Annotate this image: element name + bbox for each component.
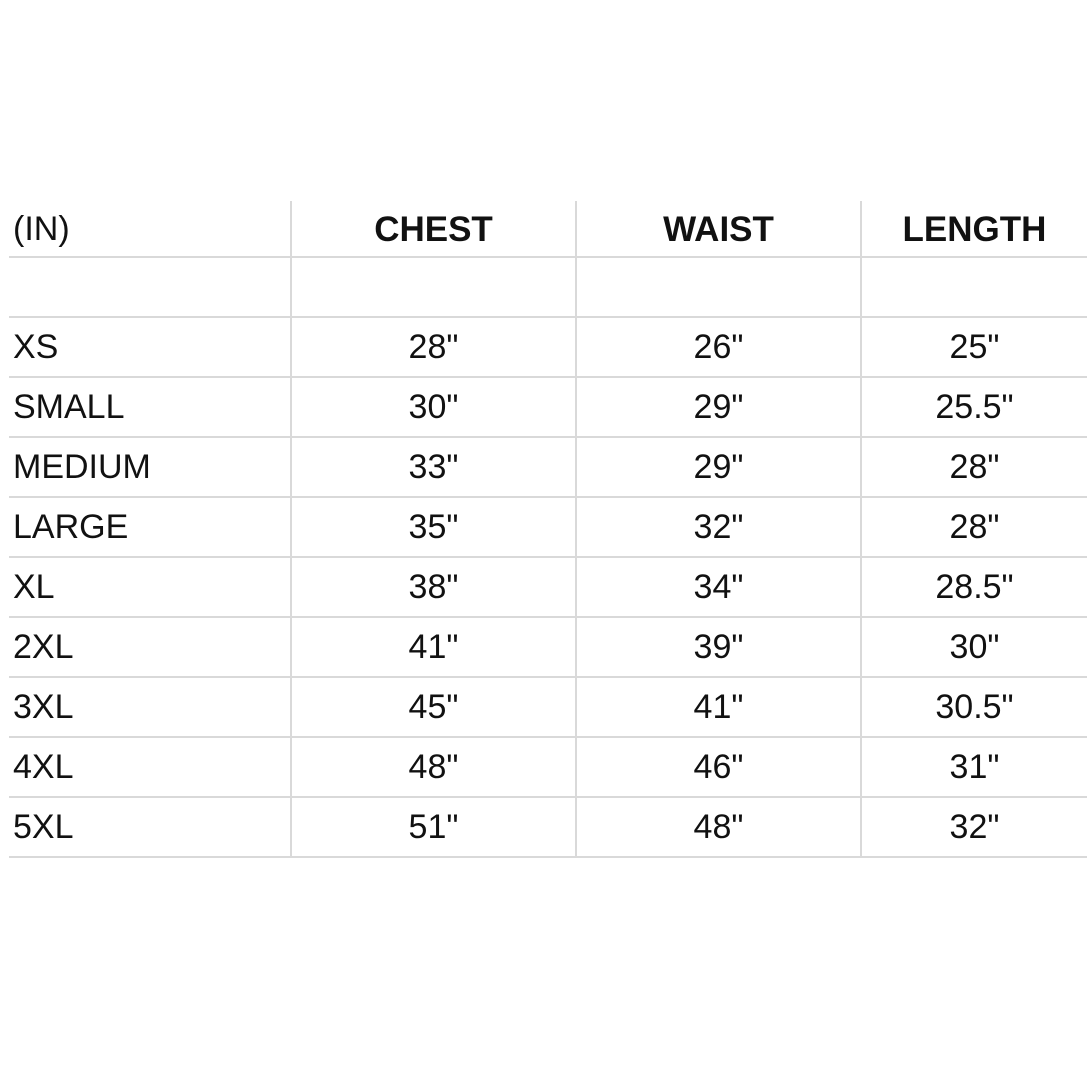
size-chart-table [9,201,1087,858]
blank-row [9,257,1087,317]
length-value: 30.5" [861,677,1087,737]
size-label: XS [9,317,291,377]
length-value: 25" [861,317,1087,377]
size-label: MEDIUM [9,437,291,497]
table-row [9,677,1087,737]
chest-value: 33" [291,437,576,497]
table-row [9,737,1087,797]
blank-cell [861,257,1087,317]
table-header-row [9,201,1087,257]
chest-value: 28" [291,317,576,377]
length-value: 30" [861,617,1087,677]
table-row [9,377,1087,437]
waist-value: 46" [576,737,861,797]
table-row [9,317,1087,377]
waist-value: 32" [576,497,861,557]
waist-value: 29" [576,437,861,497]
chest-value: 45" [291,677,576,737]
table-row [9,617,1087,677]
waist-column-header: WAIST [576,201,861,257]
size-label: XL [9,557,291,617]
blank-cell [291,257,576,317]
length-value: 32" [861,797,1087,857]
table-row [9,797,1087,857]
length-value: 31" [861,737,1087,797]
length-column-header: LENGTH [861,201,1087,257]
blank-cell [576,257,861,317]
waist-value: 41" [576,677,861,737]
size-label: SMALL [9,377,291,437]
waist-value: 39" [576,617,861,677]
size-label: 5XL [9,797,291,857]
table-row [9,437,1087,497]
chest-value: 35" [291,497,576,557]
length-value: 28.5" [861,557,1087,617]
length-value: 28" [861,497,1087,557]
table-row [9,497,1087,557]
table-row [9,557,1087,617]
waist-value: 26" [576,317,861,377]
chest-value: 51" [291,797,576,857]
size-label: 2XL [9,617,291,677]
length-value: 28" [861,437,1087,497]
waist-value: 48" [576,797,861,857]
waist-value: 34" [576,557,861,617]
chest-value: 48" [291,737,576,797]
blank-cell [9,257,291,317]
unit-header: (IN) [9,201,291,257]
chest-value: 38" [291,557,576,617]
size-label: LARGE [9,497,291,557]
length-value: 25.5" [861,377,1087,437]
chest-value: 30" [291,377,576,437]
chest-value: 41" [291,617,576,677]
size-label: 4XL [9,737,291,797]
chest-column-header: CHEST [291,201,576,257]
size-label: 3XL [9,677,291,737]
waist-value: 29" [576,377,861,437]
